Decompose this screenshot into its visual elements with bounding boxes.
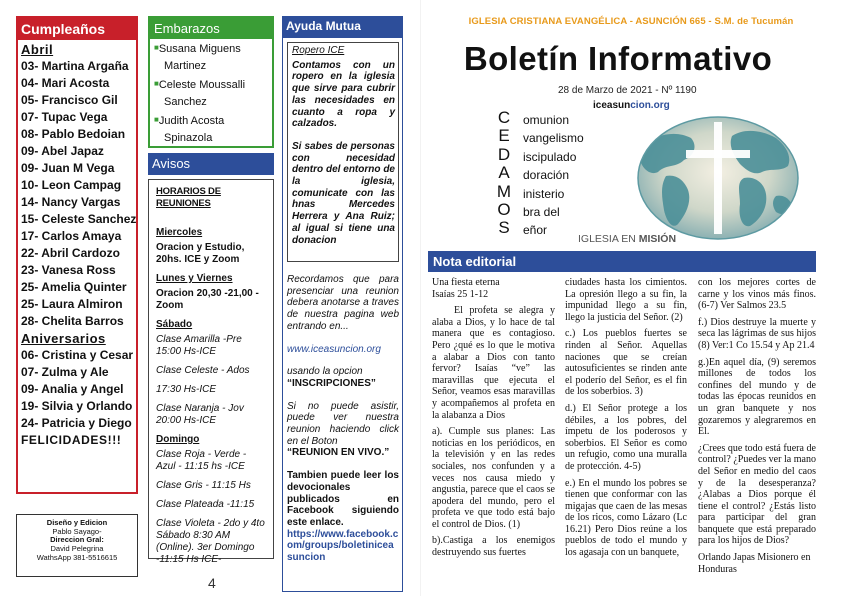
tambien-text: Tambien puede leer los devocionales publicados en Facebook siguiendo este enlace. xyxy=(287,470,399,528)
cedamos-letter: M xyxy=(496,181,512,201)
embarazo-surname: Martinez xyxy=(164,60,207,72)
editorial-paragraph: b).Castiga a los enemigos destruyendo sus fuertes xyxy=(432,535,555,559)
cedamos-word: bra del xyxy=(523,204,560,219)
cedamos-letter: D xyxy=(497,144,511,164)
credits-designer: Pablo Sayago- xyxy=(52,526,102,536)
domingo-class: Clase Violeta - 2do y 4to Sábado 8:30 AM (Online). 3er Domingo -11:15 Hs ICE- xyxy=(156,518,265,565)
cedamos-letter: E xyxy=(498,126,510,146)
website-link[interactable]: www.iceasuncion.org xyxy=(287,343,381,355)
editorial-paragraph: d.) El Señor protege a los débiles, a los pobres, del ímpetu de los poderosos y soberbios. El Señor es como un refugio, como una muralla de protección. 4-5) xyxy=(565,402,687,472)
domingo-class: Clase Roja - Verde - Azul - 11:15 hs -ICE xyxy=(156,449,247,472)
cedamos-row xyxy=(496,126,646,144)
editorial-paragraph: g.)En aquel día, (9) seremos millones de todos los confines del mundo y de todas las épocas reunidos en un gran banquete y nos gozaremos y alegraremos en El. xyxy=(698,356,816,438)
embarazo-name: Celeste Moussalli xyxy=(158,79,246,91)
ayuda-mutua-title: Ayuda Mutua xyxy=(282,16,403,37)
credits-whatsapp: WathsApp 381-5516615 xyxy=(36,552,118,562)
cumpleanos-box xyxy=(16,16,138,494)
aniversarios-label: Aniversarios xyxy=(21,331,106,346)
domingo-class: Clase Gris - 11:15 Hs xyxy=(156,480,251,491)
nota-editorial-title: Nota editorial xyxy=(428,251,816,272)
sabado-class: Clase Celeste - Ados xyxy=(156,365,250,376)
page-number: 4 xyxy=(208,575,216,591)
anniversary-item: 06- Cristina y Cesar xyxy=(21,348,134,362)
editorial-paragraph: El profeta se alegra y alaba a Dios, y lo hace de tal manera que es contagioso. Pero ¿qué es lo que le motiva a alabar a Dios con tanto fervor? Isaías “ve” las maravillas que ejecuta el Señor, veamos esas maravillas y acompañemos al profeta en la alabanza a Dios xyxy=(432,305,555,421)
credits-director: David Pelegrina xyxy=(50,544,104,554)
cedamos-word: iscipulado xyxy=(523,149,577,164)
bulletin-title: Boletín Informativo xyxy=(463,40,773,77)
domingo-label: Domingo xyxy=(156,434,200,445)
birthday-item: 05- Francisco Gil xyxy=(21,93,118,107)
bullet-icon: ■ xyxy=(154,115,159,124)
miercoles-text: Oracion y Estudio, 20hs. ICE y Zoom xyxy=(156,242,245,265)
editorial-column-3 xyxy=(698,277,816,575)
editorial-column-1 xyxy=(432,277,555,559)
bulletin-date: 28 de Marzo de 2021 - Nº 1190 xyxy=(558,85,697,96)
editorial-heading: Una fiesta eterna xyxy=(432,277,500,288)
website-part-a: iceasun xyxy=(593,100,631,111)
cedamos-word: inisterio xyxy=(523,186,565,201)
birthday-item: 03- Martina Argaña xyxy=(21,59,129,73)
ropero-box xyxy=(287,42,399,262)
recordamos-text: Recordamos que para presenciar una reunion debera anotarse a traves de nuestra pagina web entrando en... xyxy=(287,274,399,332)
editorial-paragraph: ¿Crees que todo está fuera de control? ¿Puedes ver la mano del Señor en medio del caos y de la desesperanza? ¿Alabas a Dios porque él tiene el control? ¿Estás listo para participar del gran banquete que está preparado para los hijos de Dios? xyxy=(698,442,816,547)
birthday-item: 09- Juan M Vega xyxy=(21,161,115,175)
facebook-link[interactable]: https://www.facebook.com/groups/boletiniceasuncion xyxy=(287,528,399,564)
embarazo-surname: Sanchez xyxy=(164,96,207,108)
miercoles-label: Miercoles xyxy=(156,227,203,238)
anniversary-item: 07- Zulma y Ale xyxy=(21,365,109,379)
birthday-list xyxy=(21,58,136,330)
cedamos-row xyxy=(496,108,646,126)
ropero-title: Ropero ICE xyxy=(292,45,345,56)
birthday-item: 22- Abril Cardozo xyxy=(21,246,120,260)
editorial-signature: Orlando Japas Misionero en Honduras xyxy=(698,552,811,575)
embarazo-name: Judith Acosta xyxy=(158,115,225,127)
editorial-paragraph: e.) En el mundo los pobres se tienen que conformar con las migajas que caen de las mesas de los ricos, como Lázaro (Lc 16.21) Pero Dios reúne a los pueblos de todo el mundo y los agasaja con un banquete, xyxy=(565,477,687,559)
cedamos-row xyxy=(496,182,646,200)
birthday-item: 07- Tupac Vega xyxy=(21,110,108,124)
iglesia-en-mision xyxy=(578,233,676,245)
sabado-class: 17:30 Hs-ICE xyxy=(156,384,217,395)
birthday-item: 04- Mari Acosta xyxy=(21,76,110,90)
bullet-icon: ■ xyxy=(154,43,159,52)
embarazo-item xyxy=(150,39,272,75)
birthday-item: 28- Chelita Barros xyxy=(21,314,124,328)
cedamos-word: eñor xyxy=(523,223,548,238)
birthday-item: 25- Amelia Quinter xyxy=(21,280,127,294)
usando-text: usando la opcion xyxy=(287,366,363,378)
globe-cross-icon xyxy=(636,116,800,240)
editorial-column-2 xyxy=(565,277,687,559)
cedamos-letter: A xyxy=(498,163,510,183)
credits-box xyxy=(16,514,138,577)
birthday-item: 23- Vanesa Ross xyxy=(21,263,116,277)
editorial-reference: Isaías 25 1-12 xyxy=(432,288,489,300)
anniversary-item: 24- Patricia y Diego xyxy=(21,416,132,430)
domingo-list xyxy=(156,449,267,573)
page-fold xyxy=(420,0,421,596)
editorial-paragraph: c.) Los pueblos fuertes se rinden al Señor. Aquellas naciones que se creían autosuficientes se rinden ante el poderío del Señor, es el fin de los soberbios. 3) xyxy=(565,328,687,398)
credits-direction-label: Direccion Gral: xyxy=(50,535,104,545)
website-part-b: cion.org xyxy=(630,100,670,111)
inscripciones-text: “INSCRIPCIONES” xyxy=(287,377,376,389)
embarazo-item xyxy=(150,111,272,147)
ropero-text-1: Contamos con un ropero en la iglesia que sirve para cubrir las necesidades en cuanto a ropa y calzados. xyxy=(292,59,395,130)
lunes-text: Oracion 20,30 -21,00 -Zoom xyxy=(156,288,259,311)
mision-part-a: IGLESIA EN xyxy=(578,233,639,245)
cedamos-row xyxy=(496,200,646,218)
birthday-item: 25- Laura Almiron xyxy=(21,297,123,311)
bullet-icon: ■ xyxy=(154,79,159,88)
cumpleanos-title: Cumpleaños xyxy=(18,18,136,40)
birthday-item: 08- Pablo Bedoian xyxy=(21,127,126,141)
horarios-heading: HORARIOS DE REUNIONES xyxy=(156,186,221,209)
cedamos-word: omunion xyxy=(523,113,570,127)
avisos-title: Avisos xyxy=(148,153,274,175)
mision-part-b: MISIÓN xyxy=(638,233,677,245)
cedamos-letter: S xyxy=(498,218,510,238)
cumpleanos-list xyxy=(18,40,136,449)
sabado-list xyxy=(156,334,267,434)
ayuda-mutua-box xyxy=(282,37,403,592)
cedamos-letter: C xyxy=(497,108,511,127)
sabado-class: Clase Naranja - Jov 20:00 Hs-ICE xyxy=(156,403,244,426)
cedamos-acrostic xyxy=(496,108,646,237)
embarazos-box xyxy=(148,16,274,148)
cedamos-row xyxy=(496,163,646,181)
editorial-paragraph: f.) Dios destruye la muerte y seca las lágrimas de sus hijos (8) Ver:1 Co 15.54 y Ap 21.4 xyxy=(698,316,816,351)
embarazo-item xyxy=(150,75,272,111)
editorial-paragraph: con los mejores cortes de carne y los vinos más finos. (6-7) Ver Salmos 23.5 xyxy=(698,277,816,312)
birthday-item: 15- Celeste Sanchez xyxy=(21,212,137,226)
embarazo-name: Susana Miguens xyxy=(158,43,241,55)
abril-label: Abril xyxy=(21,42,54,57)
anniversary-item: 19- Silvia y Orlando xyxy=(21,399,133,413)
reunion-vivo-text: “REUNION EN VIVO.” xyxy=(287,447,390,459)
birthday-item: 10- Leon Campag xyxy=(21,178,122,192)
editorial-paragraph: a). Cumple sus planes: Las noticias en los periódicos, en la televisión y en las redes sociales, nos confunden y a veces nos causa miedo y angustia, parece que el caos se apodera del mundo, pero el profeta ve que todo está bajo el control de Dios. (1) xyxy=(432,426,555,530)
ropero-text-2: Si sabes de personas con necesidad dentro del entorno de la iglesia, comunicate con las hnas Mercedes Herrera y Ana Ruiz; al igual si tiene una donacion xyxy=(292,140,395,246)
birthday-item: 14- Nancy Vargas xyxy=(21,195,121,209)
ayuda-info xyxy=(287,262,399,564)
embarazos-list xyxy=(150,39,272,147)
cedamos-row xyxy=(496,145,646,163)
sabado-label: Sábado xyxy=(156,319,193,330)
anniversary-item: 09- Analia y Angel xyxy=(21,382,124,396)
editorial-paragraph: ciudades hasta los cimientos. La opresión llego a su fin, la impunidad llego a su fin, llego la justicia del Señor. (2) xyxy=(565,277,687,323)
embarazo-surname: Spinazola xyxy=(164,132,213,144)
cedamos-letter: O xyxy=(497,199,511,219)
sabado-class: Clase Amarilla -Pre 15:00 Hs-ICE xyxy=(156,334,242,357)
domingo-class: Clase Plateada -11:15 xyxy=(156,499,255,510)
cedamos-word: doración xyxy=(523,168,570,183)
felicidades-text: FELICIDADES!!! xyxy=(21,433,122,447)
cedamos-word: vangelismo xyxy=(523,131,584,146)
church-header: IGLESIA CRISTIANA EVANGÉLICA - ASUNCIÓN 665 - S.M. de Tucumán xyxy=(468,16,794,27)
birthday-item: 17- Carlos Amaya xyxy=(21,229,122,243)
lunes-viernes-label: Lunes y Viernes xyxy=(156,273,233,284)
avisos-box xyxy=(148,179,274,565)
embarazos-title: Embarazos xyxy=(150,18,272,39)
si-no-text: Si no puede asistir, puede ver nuestra reunion haciendo click en el Boton xyxy=(287,400,399,447)
credits-design-label: Diseño y Edicion xyxy=(46,518,108,527)
anniversary-list xyxy=(21,347,136,432)
birthday-item: 09- Abel Japaz xyxy=(21,144,104,158)
